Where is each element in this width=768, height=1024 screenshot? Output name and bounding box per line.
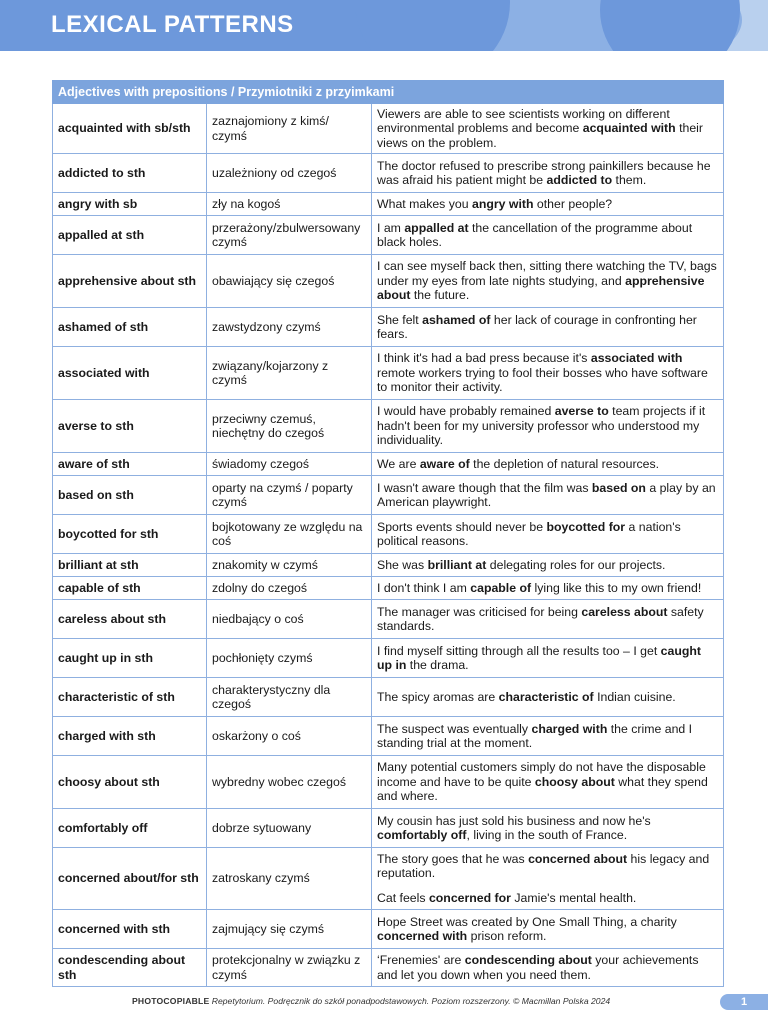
table-row <box>53 104 724 154</box>
example-text: the drama. <box>406 658 469 672</box>
polish-translation: oparty na czymś / poparty czymś <box>207 476 372 515</box>
table-header-row <box>53 81 724 104</box>
example-text: She felt <box>377 312 423 327</box>
example-sentence <box>372 154 724 193</box>
example-text: I am <box>377 220 405 235</box>
example-text: a nation's political reasons. <box>377 519 681 548</box>
example-text: We are <box>377 456 420 471</box>
example-paragraph <box>377 814 718 843</box>
example-paragraph <box>377 953 718 982</box>
example-sentence <box>372 577 724 600</box>
highlighted-phrase: condescending about <box>464 953 592 968</box>
table-row <box>53 308 724 347</box>
banner-decoration <box>355 0 510 51</box>
example-paragraph <box>377 259 718 302</box>
example-text: She was <box>377 557 428 572</box>
example-sentence <box>372 193 724 216</box>
highlighted-phrase: concerned about <box>528 851 628 866</box>
highlighted-phrase: angry with <box>472 196 534 211</box>
polish-translation: zaznajomiony z kimś/ czymś <box>207 104 372 154</box>
example-text: the crime and I standing trial at the moment. <box>377 721 693 750</box>
english-phrase: concerned with sth <box>53 910 207 949</box>
english-phrase: appalled at sth <box>53 216 207 255</box>
english-phrase: comfortably off <box>53 809 207 848</box>
example-text: prison reform. <box>467 929 547 943</box>
english-phrase: based on sth <box>53 476 207 515</box>
polish-translation: dobrze sytuowany <box>207 809 372 848</box>
highlighted-phrase: based on <box>591 480 646 495</box>
english-phrase: addicted to sth <box>53 154 207 193</box>
example-text: the future. <box>410 288 470 303</box>
example-paragraph <box>377 581 718 595</box>
example-text: I don't think I am <box>377 580 471 595</box>
table-body <box>53 104 724 987</box>
example-text: them. <box>612 173 647 187</box>
example-paragraph <box>377 404 718 447</box>
highlighted-phrase: concerned with <box>377 929 468 943</box>
example-sentence <box>372 347 724 400</box>
example-text: I wasn't aware though that the film was <box>377 480 592 495</box>
polish-translation: zawstydzony czymś <box>207 308 372 347</box>
example-text: Hope Street was created by One Small Thing, a charity <box>377 914 677 929</box>
highlighted-phrase: acquainted with <box>582 121 676 136</box>
table-row <box>53 476 724 515</box>
polish-translation: zajmujący się czymś <box>207 910 372 949</box>
polish-translation: oskarżony o coś <box>207 717 372 756</box>
example-sentence <box>372 949 724 987</box>
example-text: Indian cuisine. <box>593 689 676 704</box>
example-sentence <box>372 308 724 347</box>
table-row <box>53 193 724 216</box>
example-sentence <box>372 453 724 476</box>
table-row <box>53 255 724 308</box>
example-paragraph <box>377 605 718 634</box>
example-sentence <box>372 639 724 678</box>
english-phrase: boycotted for sth <box>53 515 207 554</box>
example-text: I would have probably remained <box>377 404 555 419</box>
english-phrase: averse to sth <box>53 400 207 453</box>
table-heading: Adjectives with prepositions / Przymiotniki z przyimkami <box>53 81 724 104</box>
example-text: her lack of courage in confronting her fears. <box>377 312 697 341</box>
example-text: The suspect was eventually <box>377 721 532 736</box>
example-paragraph <box>377 481 718 510</box>
table-row <box>53 848 724 910</box>
example-text: I can see myself back then, sitting there watching the TV, bags under my eyes from late nights studying, and <box>377 259 717 288</box>
example-paragraph <box>377 915 718 944</box>
table-row <box>53 600 724 639</box>
highlighted-phrase: addicted to <box>546 173 613 187</box>
example-sentence <box>372 910 724 949</box>
example-text: Sports events should never be <box>377 519 547 534</box>
table-row <box>53 809 724 848</box>
example-sentence <box>372 255 724 308</box>
example-text: team projects if it hadn't been for my university professor who understood my individuality. <box>377 404 706 448</box>
example-text: The manager was criticised for being <box>377 604 582 619</box>
polish-translation: związany/kojarzony z czymś <box>207 347 372 400</box>
polish-translation: zdolny do czegoś <box>207 577 372 600</box>
polish-translation: świadomy czegoś <box>207 453 372 476</box>
footer-citation: Repetytorium. Podręcznik do szkół ponadpodstawowych. Poziom rozszerzony. © Macmillan Polska 2024 <box>211 996 611 1006</box>
example-paragraph <box>377 457 718 471</box>
example-paragraph <box>377 221 718 250</box>
highlighted-phrase: associated with <box>590 351 683 366</box>
example-paragraph <box>377 852 718 881</box>
table-row <box>53 216 724 255</box>
example-sentence <box>372 216 724 255</box>
table-row <box>53 400 724 453</box>
example-sentence <box>372 809 724 848</box>
table-row <box>53 756 724 809</box>
example-text: I find myself sitting through all the results too – I get <box>377 643 661 658</box>
example-sentence <box>372 104 724 154</box>
english-phrase: charged with sth <box>53 717 207 756</box>
english-phrase: characteristic of sth <box>53 678 207 717</box>
example-text: the depletion of natural resources. <box>469 456 660 471</box>
example-text: The spicy aromas are <box>377 689 499 704</box>
table-row <box>53 678 724 717</box>
example-text: Many potential customers simply do not have the disposable income and have to be quite <box>377 760 706 789</box>
example-text: their views on the problem. <box>377 121 704 150</box>
english-phrase: caught up in sth <box>53 639 207 678</box>
example-sentence <box>372 554 724 577</box>
table-row <box>53 515 724 554</box>
english-phrase: angry with sb <box>53 193 207 216</box>
polish-translation: przeciwny czemuś, niechętny do czegoś <box>207 400 372 453</box>
polish-translation: obawiający się czegoś <box>207 255 372 308</box>
highlighted-phrase: capable of <box>470 580 532 595</box>
example-sentence <box>372 717 724 756</box>
example-text: his legacy and reputation. <box>377 851 710 881</box>
page-title: LEXICAL PATTERNS <box>51 11 294 38</box>
english-phrase: capable of sth <box>53 577 207 600</box>
example-text: your achievements and let you down when you need them. <box>377 953 699 982</box>
english-phrase: ashamed of sth <box>53 308 207 347</box>
highlighted-phrase: ashamed of <box>422 312 491 327</box>
polish-translation: wybredny wobec czegoś <box>207 756 372 809</box>
example-paragraph <box>377 520 718 549</box>
polish-translation: charakterystyczny dla czegoś <box>207 678 372 717</box>
footer-text <box>132 996 610 1006</box>
table-row <box>53 639 724 678</box>
header-banner <box>0 0 768 51</box>
table-row <box>53 577 724 600</box>
polish-translation: pochłonięty czymś <box>207 639 372 678</box>
english-phrase: acquainted with sb/sth <box>53 104 207 154</box>
highlighted-phrase: characteristic of <box>498 689 594 704</box>
highlighted-phrase: concerned for <box>428 890 511 905</box>
english-phrase: aware of sth <box>53 453 207 476</box>
polish-translation: protekcjonalny w związku z czymś <box>207 949 372 987</box>
english-phrase: choosy about sth <box>53 756 207 809</box>
polish-translation: zły na kogoś <box>207 193 372 216</box>
example-text: a play by an American playwright. <box>377 480 716 509</box>
example-paragraph <box>377 690 718 704</box>
table-row <box>53 347 724 400</box>
highlighted-phrase: appalled at <box>404 220 469 235</box>
polish-translation: przerażony/zbulwersowany czymś <box>207 216 372 255</box>
table-row <box>53 949 724 987</box>
english-phrase: apprehensive about sth <box>53 255 207 308</box>
example-sentence <box>372 848 724 910</box>
highlighted-phrase: charged with <box>531 721 608 736</box>
photocopiable-label: PHOTOCOPIABLE <box>132 996 210 1006</box>
example-text: what they spend and where. <box>377 774 708 804</box>
example-text: remote workers trying to fool their bosses who have software to monitor their activity. <box>377 365 708 395</box>
example-sentence <box>372 515 724 554</box>
example-text: other people? <box>533 196 613 211</box>
highlighted-phrase: aware of <box>419 456 470 471</box>
example-text: safety standards. <box>377 604 704 633</box>
example-paragraph <box>377 107 718 150</box>
polish-translation: bojkotowany ze względu na coś <box>207 515 372 554</box>
highlighted-phrase: caught up in <box>377 643 701 672</box>
footer <box>0 994 768 1010</box>
english-phrase: careless about sth <box>53 600 207 639</box>
example-paragraph <box>377 722 718 751</box>
vocabulary-table <box>52 80 724 987</box>
table-row <box>53 554 724 577</box>
example-paragraph <box>377 760 718 803</box>
highlighted-phrase: careless about <box>581 604 668 619</box>
example-text: the cancellation of the programme about black holes. <box>377 220 693 249</box>
english-phrase: associated with <box>53 347 207 400</box>
page-number: 1 <box>720 994 768 1010</box>
example-text: Viewers are able to see scientists working on different environmental problems and become <box>377 106 670 136</box>
example-sentence <box>372 400 724 453</box>
table-row <box>53 910 724 949</box>
example-sentence <box>372 756 724 809</box>
english-phrase: condescending about sth <box>53 949 207 987</box>
polish-translation: niedbający o coś <box>207 600 372 639</box>
example-paragraph <box>377 197 718 211</box>
table-row <box>53 717 724 756</box>
example-text: delegating roles for our projects. <box>486 557 666 572</box>
example-sentence <box>372 678 724 717</box>
example-text: I think it's had a bad press because it's <box>377 351 591 366</box>
polish-translation: uzależniony od czegoś <box>207 154 372 193</box>
example-text: The doctor refused to prescribe strong painkillers because he was afraid his patient might be <box>377 158 711 187</box>
highlighted-phrase: boycotted for <box>546 519 626 534</box>
english-phrase: concerned about/for sth <box>53 848 207 910</box>
table-row <box>53 453 724 476</box>
example-text: Cat feels <box>377 890 429 905</box>
example-paragraph <box>377 351 718 394</box>
example-sentence <box>372 600 724 639</box>
example-paragraph <box>377 644 718 673</box>
highlighted-phrase: brilliant at <box>427 557 487 572</box>
example-text: The story goes that he was <box>377 851 529 866</box>
example-text: What makes you <box>377 196 472 211</box>
highlighted-phrase: apprehensive about <box>377 273 705 303</box>
example-sentence <box>372 476 724 515</box>
example-paragraph <box>377 891 718 905</box>
polish-translation: zatroskany czymś <box>207 848 372 910</box>
polish-translation: znakomity w czymś <box>207 554 372 577</box>
banner-decoration <box>600 0 740 51</box>
example-paragraph <box>377 558 718 572</box>
highlighted-phrase: comfortably off <box>377 828 467 842</box>
table-row <box>53 154 724 193</box>
example-paragraph <box>377 313 718 342</box>
example-text: Jamie's mental health. <box>510 890 637 905</box>
example-paragraph <box>377 159 718 188</box>
example-text: My cousin has just sold his business and now he's <box>377 813 651 828</box>
example-text: lying like this to my own friend! <box>531 580 702 595</box>
example-text: ‘Frenemies' are <box>377 953 465 968</box>
english-phrase: brilliant at sth <box>53 554 207 577</box>
example-text: , living in the south of France. <box>466 828 628 842</box>
highlighted-phrase: choosy about <box>534 774 615 789</box>
highlighted-phrase: averse to <box>554 404 609 419</box>
